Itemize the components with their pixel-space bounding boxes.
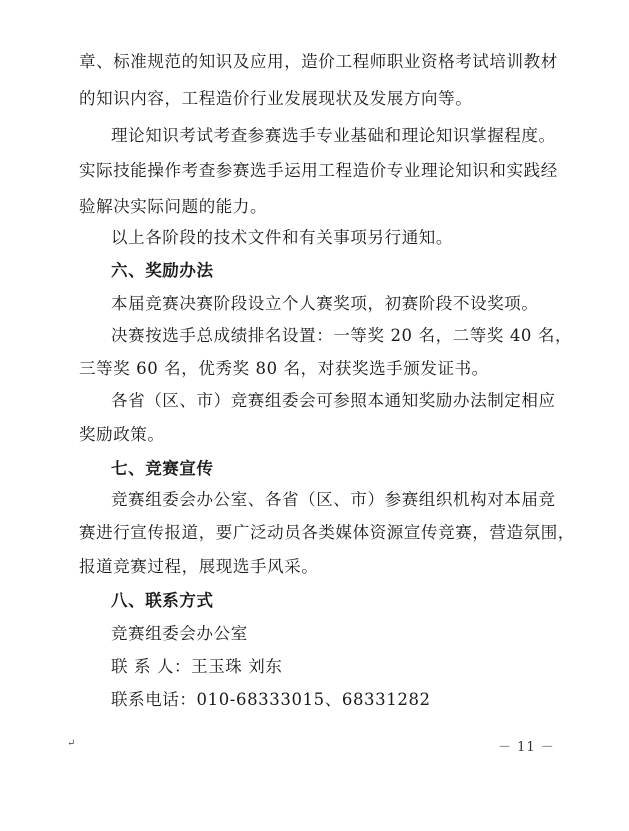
contact-phone: 联系电话：010-68333015、68331282 [111, 690, 431, 709]
body-line: 验解决实际问题的能力。 [79, 197, 268, 216]
section-heading-contact: 八、联系方式 [111, 591, 214, 610]
body-line: 的知识内容，工程造价行业发展现状及发展方向等。 [79, 89, 473, 108]
body-line: 章、标准规范的知识及应用，造价工程师职业资格考试培训教材 [79, 52, 558, 71]
body-line: 赛进行宣传报道，要广泛动员各类媒体资源宣传竞赛，营造氛围， [79, 523, 575, 542]
body-line: 报道竞赛过程，展现选手风采。 [79, 557, 319, 576]
body-line: 决赛按选手总成绩排名设置：一等奖 20 名，二等奖 40 名， [111, 326, 573, 345]
contact-person: 联 系 人：王玉珠 刘东 [111, 657, 283, 676]
body-line: 实际技能操作考查参赛选手运用工程造价专业理论知识和实践经 [79, 161, 558, 180]
body-line: 各省（区、市）竞赛组委会可参照本通知奖励办法制定相应 [111, 391, 556, 410]
section-heading-publicity: 七、竞赛宣传 [111, 459, 214, 478]
body-line: 奖励政策。 [79, 425, 165, 444]
body-line: 三等奖 60 名，优秀奖 80 名，对获奖选手颁发证书。 [79, 359, 489, 378]
body-line: 理论知识考试考查参赛选手专业基础和理论知识掌握程度。 [111, 126, 556, 145]
paragraph-mark: ↵ [67, 738, 76, 749]
body-line: 竞赛组委会办公室、各省（区、市）参赛组织机构对本届竞 [111, 490, 556, 509]
section-heading-rewards: 六、奖励办法 [111, 261, 214, 280]
page-number: － 11 － [498, 740, 555, 755]
body-line: 本届竞赛决赛阶段设立个人赛奖项，初赛阶段不设奖项。 [111, 294, 539, 313]
body-line: 以上各阶段的技术文件和有关事项另行通知。 [111, 228, 453, 247]
contact-office: 竞赛组委会办公室 [111, 624, 248, 643]
